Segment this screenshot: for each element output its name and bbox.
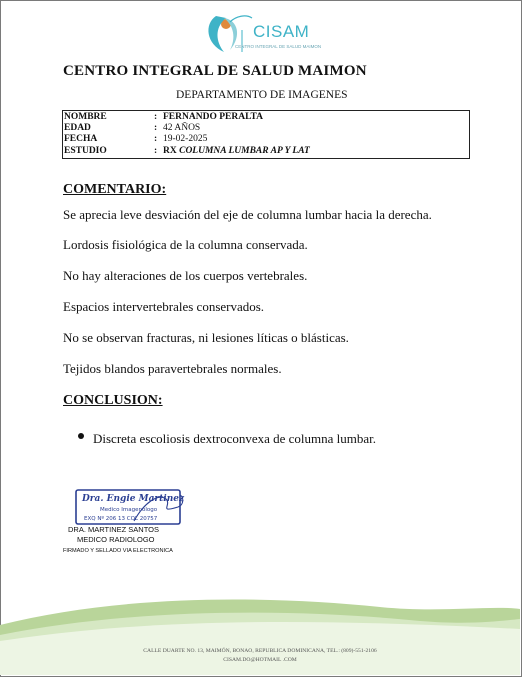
- patient-row-date: [64, 134, 207, 144]
- bullet-icon: [78, 433, 84, 439]
- patient-separator: :: [154, 123, 158, 133]
- stamp-registry: EXQ Nº 206 13 COL 20757: [84, 516, 158, 522]
- logo-subtitle: CENTRO INTEGRAL DE SALUD MAIMON: [235, 44, 322, 49]
- patient-row-name: [64, 112, 263, 122]
- patient-label: EDAD: [64, 123, 91, 133]
- patient-separator: :: [154, 146, 158, 156]
- patient-row-age: [64, 123, 200, 133]
- comment-heading: COMENTARIO:: [63, 182, 167, 197]
- footer-address: CALLE DUARTE NO. 13, MAIMÓN, BONAO, REPUBLICA DOMINICANA, TEL.: (809)-551-2106: [143, 648, 377, 654]
- patient-label: ESTUDIO: [64, 146, 107, 156]
- stamp-title: Medico Imagenologo: [100, 507, 158, 513]
- stamp-name: Dra. Engie Martinez: [82, 494, 185, 504]
- patient-value: COLUMNA LUMBAR AP Y LAT: [179, 146, 310, 156]
- conclusion-heading: CONCLUSION:: [63, 393, 163, 408]
- patient-separator: :: [154, 134, 158, 144]
- patient-value: 19-02-2025: [163, 134, 208, 144]
- doctor-stamp: [74, 487, 186, 527]
- study-prefix: RX: [163, 146, 180, 156]
- conclusion-item: Discreta escoliosis dextroconvexa de columna lumbar.: [93, 431, 377, 446]
- comment-line: Se aprecia leve desviación del eje de columna lumbar hacia la derecha.: [63, 207, 432, 222]
- comment-line: Lordosis fisiológica de la columna conservada.: [63, 237, 308, 252]
- patient-value: FERNANDO PERALTA: [163, 112, 264, 122]
- comment-line: Tejidos blandos paravertebrales normales.: [63, 361, 282, 376]
- department-label: DEPARTAMENTO DE IMAGENES: [176, 89, 348, 101]
- patient-value: 42 AÑOS: [163, 123, 201, 133]
- logo-wordmark: CISAM: [253, 22, 310, 41]
- patient-separator: :: [154, 112, 158, 122]
- comment-line: No se observan fracturas, ni lesiones líticas o blásticas.: [63, 330, 349, 345]
- comment-line: No hay alteraciones de los cuerpos vertebrales.: [63, 268, 308, 283]
- doctor-name: DRA. MARTINEZ SANTOS: [68, 525, 159, 534]
- footer-email[interactable]: CISAM.DO@HOTMAIL .COM: [223, 657, 297, 663]
- doctor-title: MEDICO RADIOLOGO: [77, 535, 155, 544]
- comment-line: Espacios intervertebrales conservados.: [63, 299, 265, 314]
- footer-waves: [0, 595, 520, 675]
- signature-note: FIRMADO Y SELLADO VIA ELECTRONICA: [63, 548, 173, 554]
- patient-info-box: [62, 110, 470, 159]
- page-title: CENTRO INTEGRAL DE SALUD MAIMON: [63, 63, 367, 79]
- patient-label: FECHA: [64, 134, 98, 144]
- patient-label: NOMBRE: [64, 112, 107, 122]
- patient-row-study: [64, 146, 310, 156]
